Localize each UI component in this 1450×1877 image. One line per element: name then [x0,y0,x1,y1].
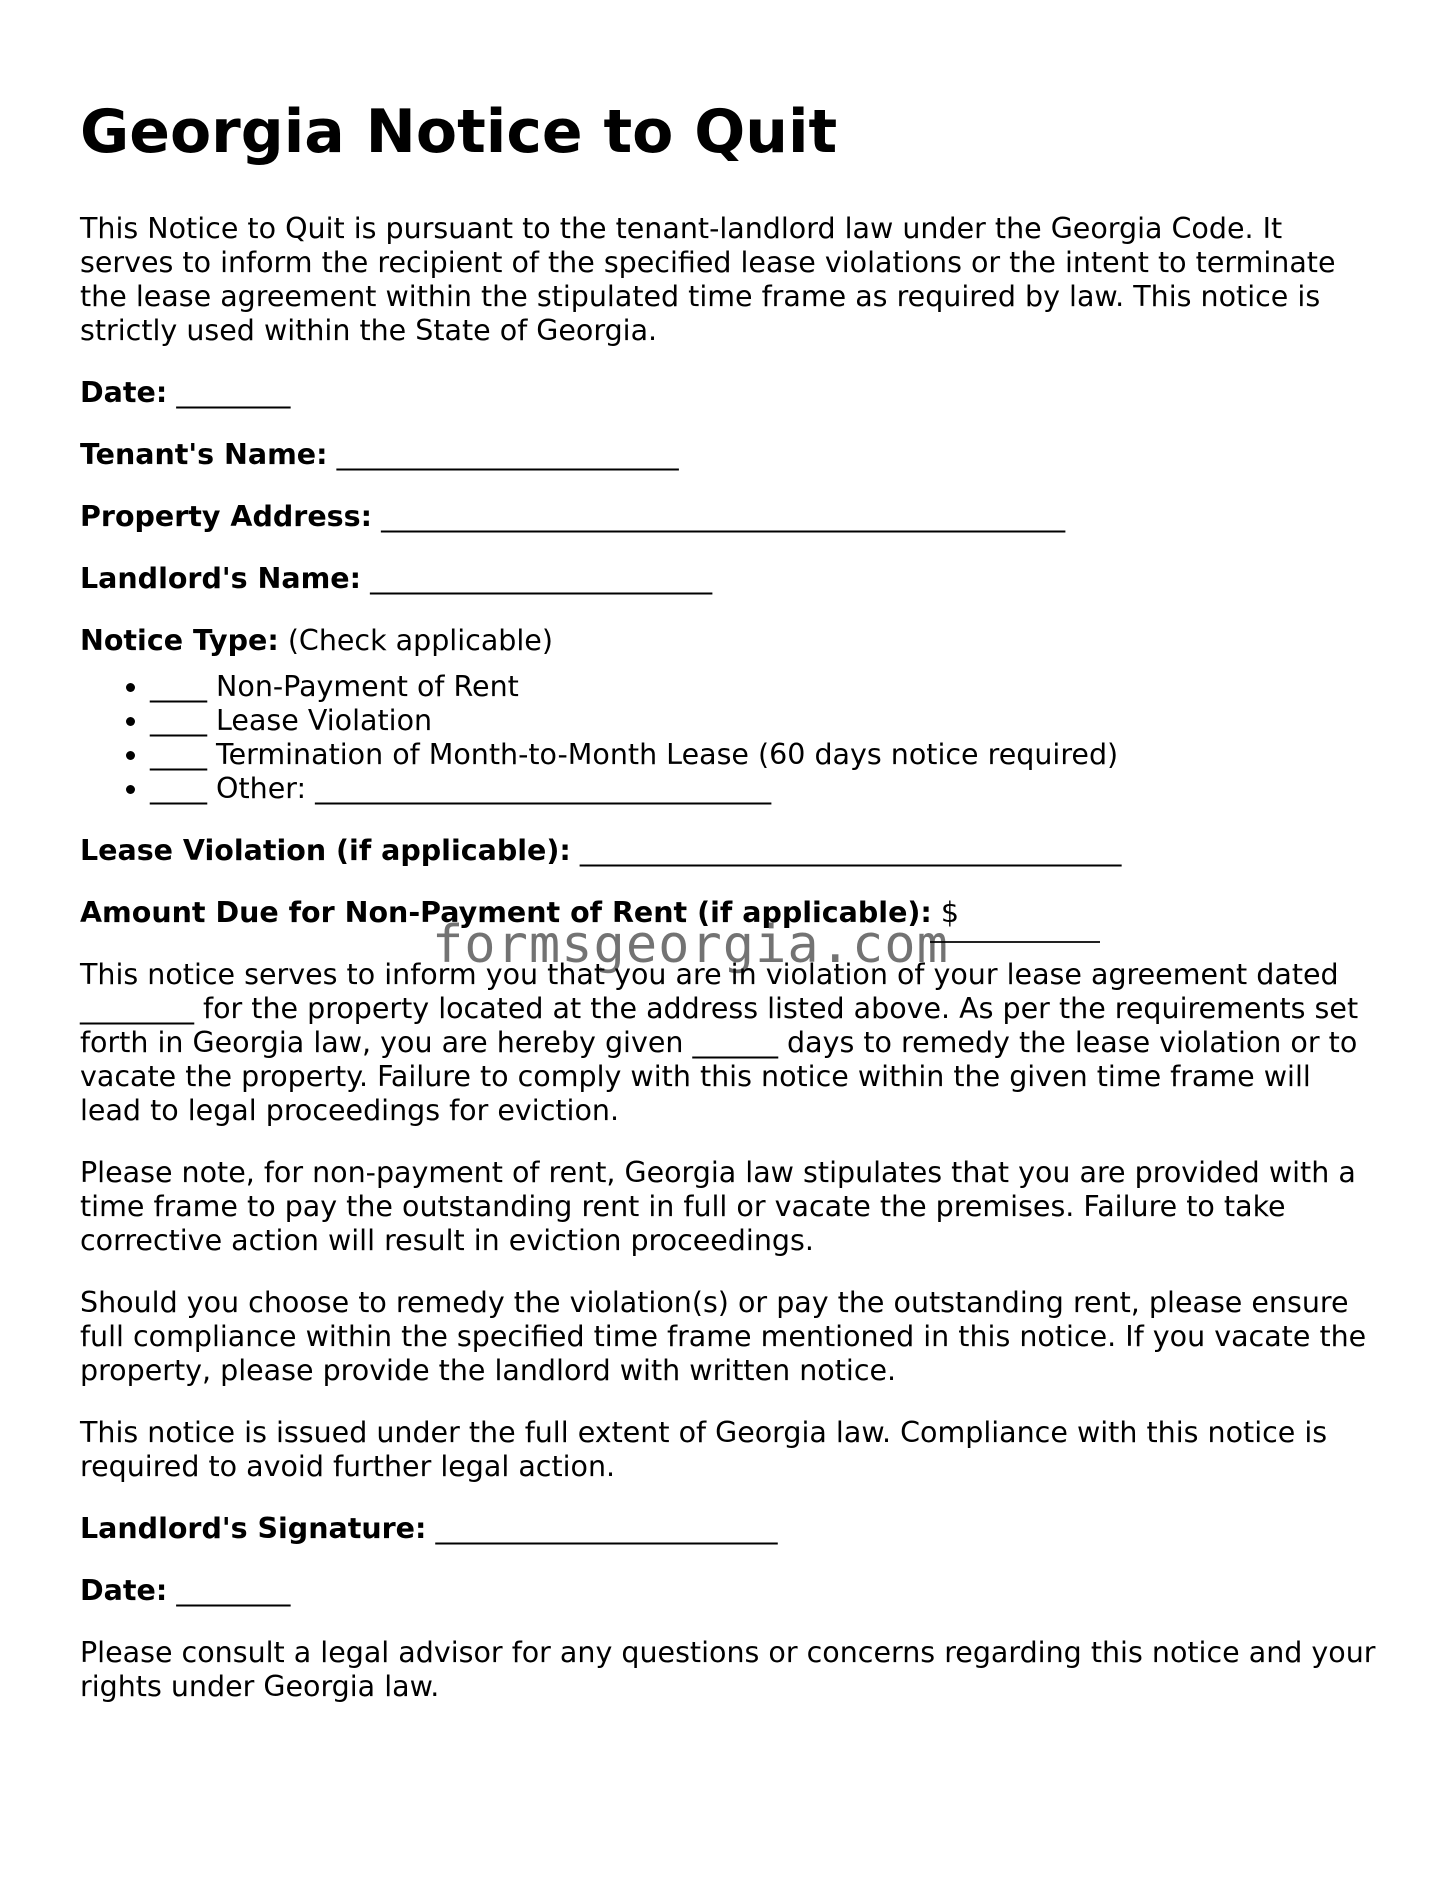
lease-violation-label: Lease Violation (if applicable): [80,834,571,867]
tenant-name-label: Tenant's Name: [80,438,328,471]
violation-paragraph: This notice serves to inform you that you are in violation of your lease agreement dated ________ for the property located at the address listed above. As per the requirements set forth in Georgia law, you are hereby given ______ days to remedy the lease violation or to vacate the property. Failure to comply with this notice within the given time frame will lead to legal proceedings for eviction. [80,958,1359,1127]
signature-field [80,1512,1380,1546]
landlord-name-field [80,562,1380,596]
property-address-field [80,500,1380,534]
closing-paragraph: Please consult a legal advisor for any questions or concerns regarding this notice and your rights under Georgia law. [80,1636,1376,1703]
amount-blank-line [930,941,1100,943]
amount-due-label: Amount Due for Non-Payment of Rent (if applicable): [80,896,932,929]
notice-type-field [80,624,1380,658]
tenant-name-field [80,438,1380,472]
signature-date-field [80,1574,1380,1608]
signature-date-label: Date: [80,1574,168,1607]
remedy-paragraph: Should you choose to remedy the violation(s) or pay the outstanding rent, please ensure full compliance within the specified time frame mentioned in this notice. If you vacate the property, please provide the landlord with written notice. [80,1286,1367,1387]
intro-paragraph: This Notice to Quit is pursuant to the tenant-landlord law under the Georgia Code. It serves to inform the recipient of the specified lease violations or the intent to terminate the lease agreement within the stipulated time frame as required by law. This notice is strictly used within the State of Georgia. [80,212,1336,347]
watermark-text: formsgeorgia.com [432,915,949,975]
date-blank: ________ [176,376,291,409]
list-item: • ____ Non-Payment of Rent [150,670,1380,704]
property-address-label: Property Address: [80,500,372,533]
signature-label: Landlord's Signature: [80,1512,427,1545]
list-item: • ____ Lease Violation [150,704,1380,738]
signature-date-blank: ________ [176,1574,291,1607]
date-label: Date: [80,376,168,409]
lease-violation-field [80,834,1380,868]
list-item: • ____ Termination of Month-to-Month Lease (60 days notice required) [150,738,1380,772]
notice-type-hint: (Check applicable) [287,624,553,657]
compliance-paragraph: This notice is issued under the full extent of Georgia law. Compliance with this notice is required to avoid further legal action. [80,1416,1328,1483]
document-page [80,96,1380,1732]
date-field [80,376,1380,410]
lease-violation-blank: ______________________________________ [579,834,1122,867]
notice-type-label: Notice Type: [80,624,279,657]
page-title: Georgia Notice to Quit [80,97,838,167]
notice-type-list [80,670,1380,806]
landlord-name-blank: ________________________ [370,562,713,595]
list-item: • ____ Other: ________________________________ [150,772,1380,806]
tenant-name-blank: ________________________ [336,438,679,471]
property-address-blank: ________________________________________________ [381,500,1066,533]
amount-due-blank: $ [940,896,960,929]
amount-due-field [80,896,1380,930]
non-payment-paragraph: Please note, for non-payment of rent, Georgia law stipulates that you are provided with a time frame to pay the outstanding rent in full or vacate the premises. Failure to take corrective action will result in eviction proceedings. [80,1156,1356,1257]
landlord-name-label: Landlord's Name: [80,562,362,595]
signature-blank: ________________________ [435,1512,778,1545]
